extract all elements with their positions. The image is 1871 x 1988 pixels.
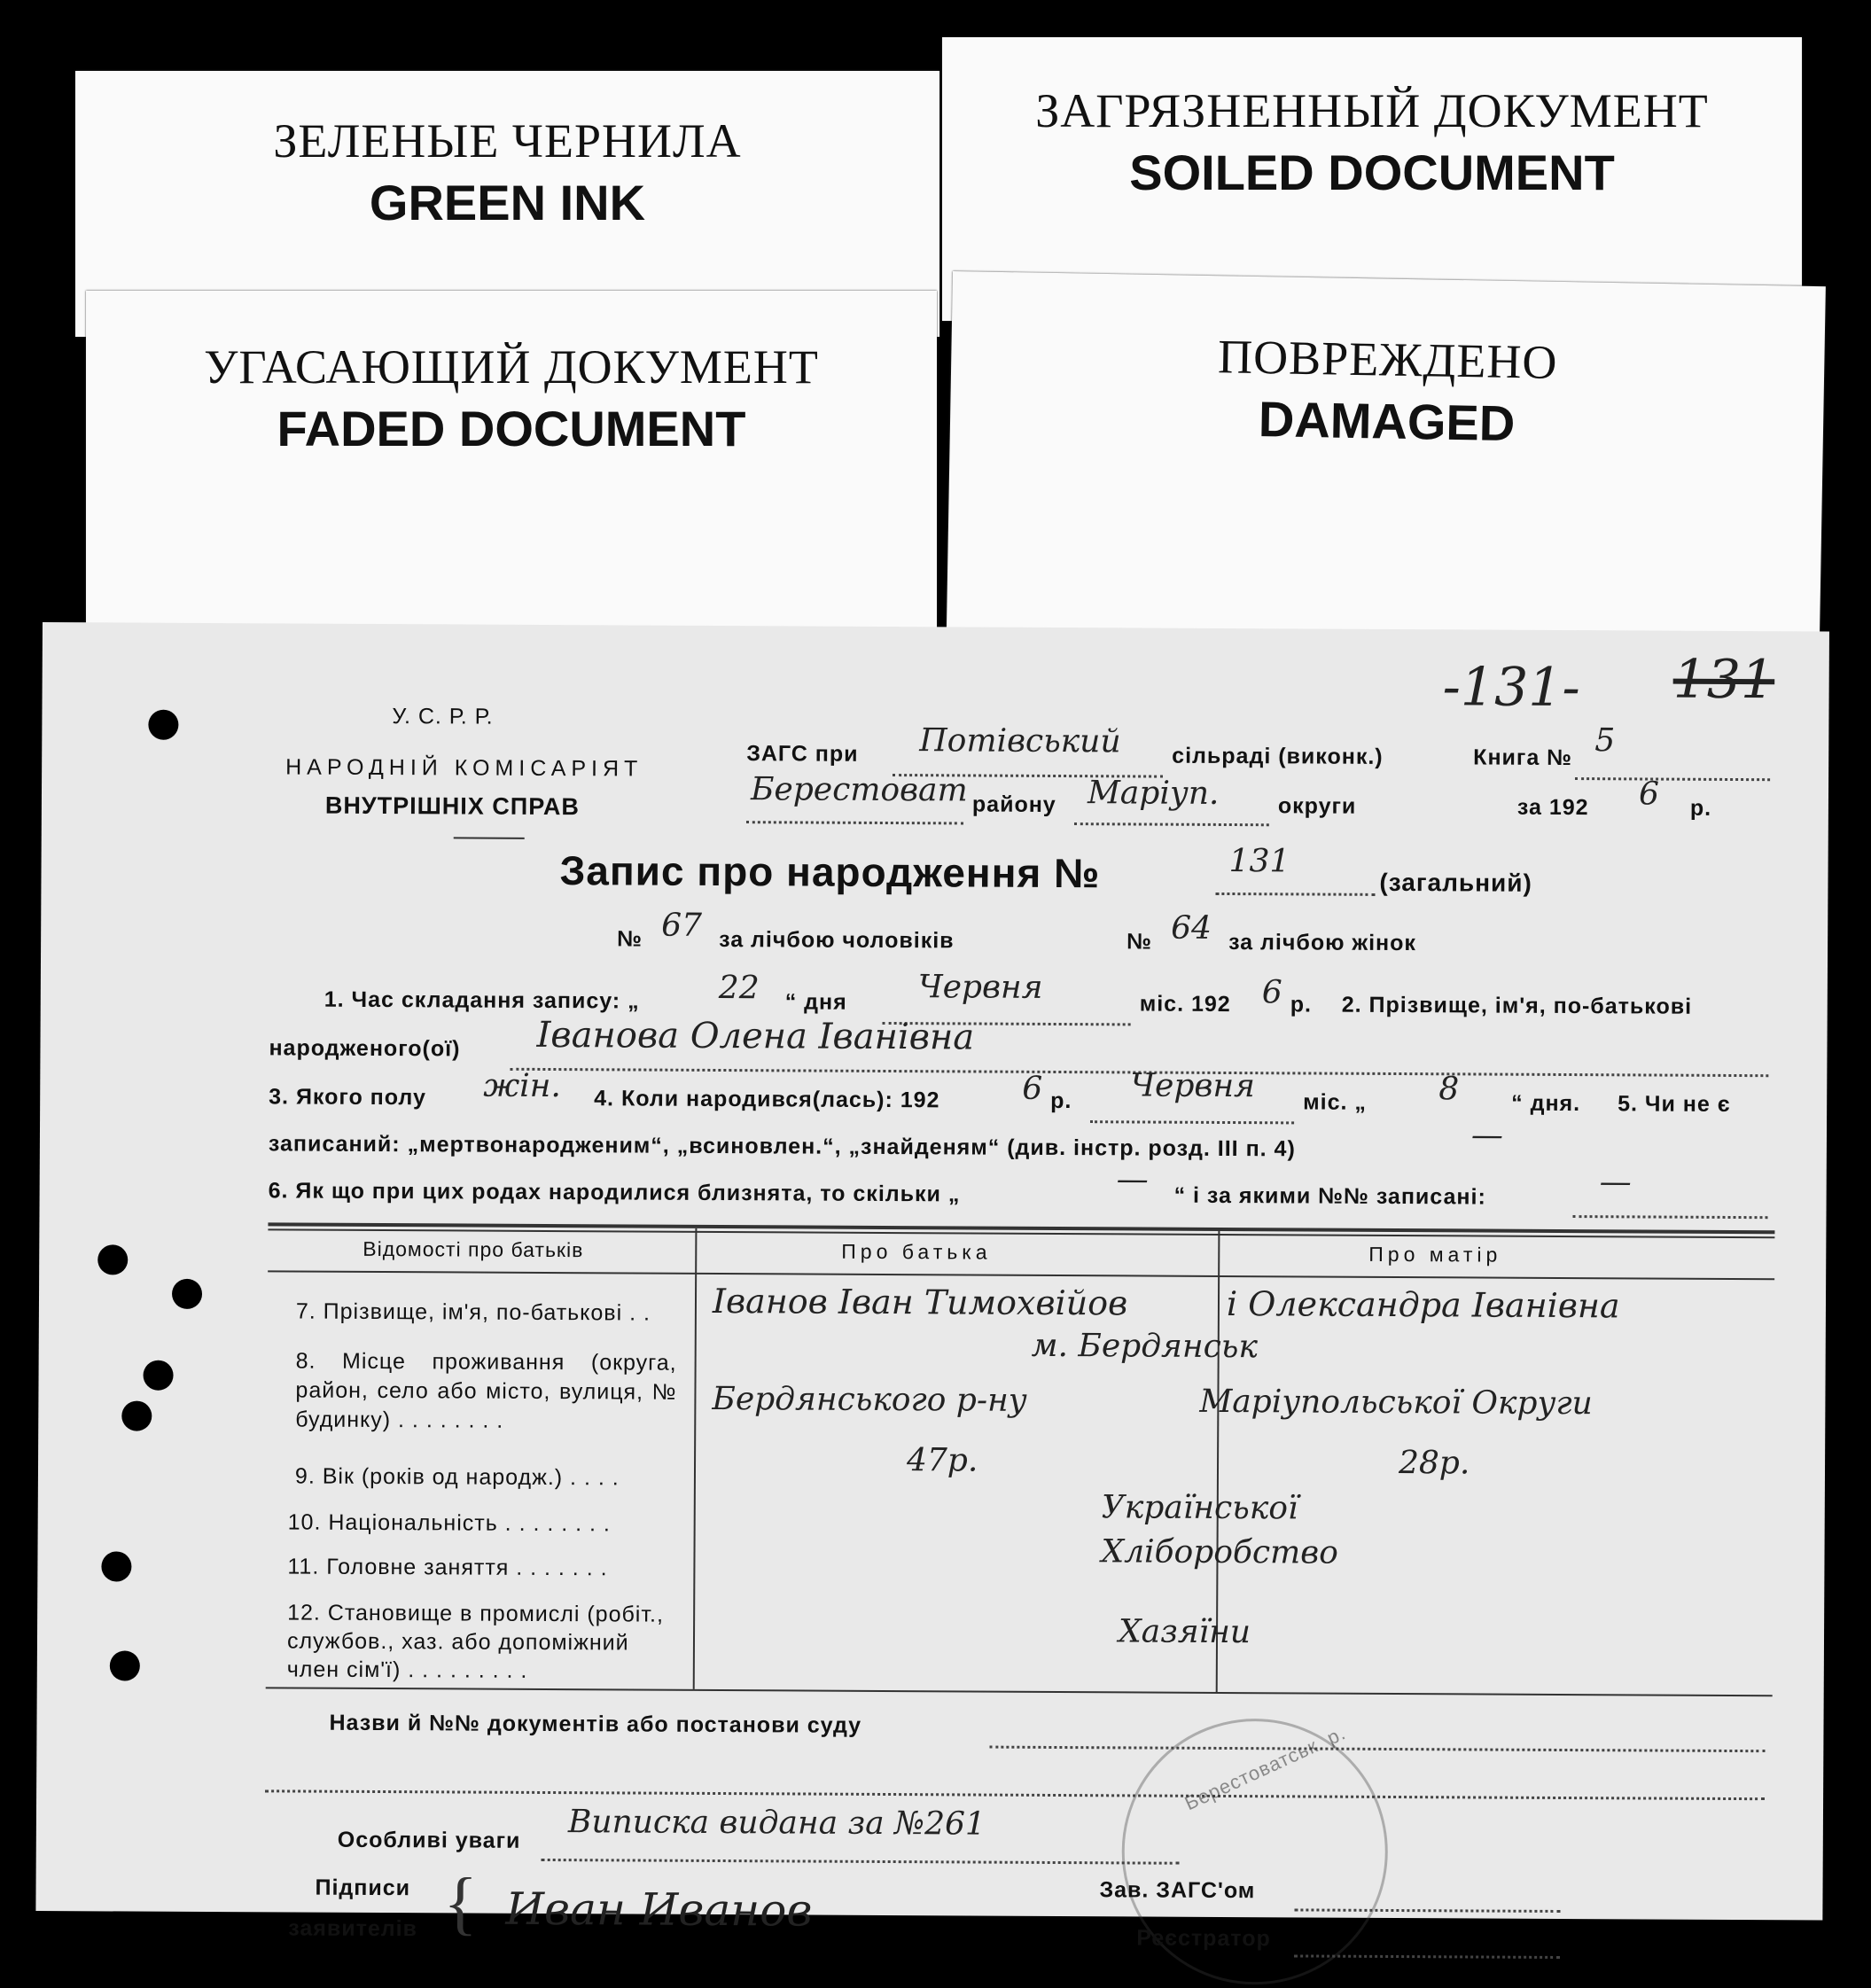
field-3-label: 3. Якого полу (269, 1084, 427, 1111)
birth-year-suffix: р. (1050, 1088, 1072, 1114)
binder-hole (97, 1244, 128, 1275)
book-line (1575, 777, 1770, 781)
binder-hole (101, 1551, 131, 1581)
field-2-label: 2. Прізвище, ім'я, по-батькові (1341, 992, 1693, 1019)
year-suffix: р. (1689, 795, 1712, 821)
registrar-label: Реєстратор (1136, 1925, 1271, 1952)
zags-label: ЗАГС при (746, 741, 859, 767)
commissariat-header: НАРОДНІЙ КОМІСАРІЯТ (285, 754, 643, 782)
women-count: 64 (1171, 909, 1212, 947)
field-1-year: 6 (1261, 974, 1282, 1011)
district-label: району (971, 791, 1056, 817)
binder-hole (172, 1279, 202, 1309)
green-ink-en: GREEN INK (369, 175, 646, 230)
district-value: Берестоват (750, 771, 968, 809)
year-label: за 192 (1516, 794, 1589, 821)
birth-year: 6 (1022, 1070, 1043, 1107)
notes-label: Особливі уваги (337, 1827, 521, 1853)
birth-month-line (1090, 1120, 1294, 1124)
green-ink-ru: ЗЕЛЕНЫЕ ЧЕРНИЛА (273, 114, 742, 168)
ussr-header: У. С. Р. Р. (392, 704, 494, 729)
table-header-father: Про батька (841, 1239, 992, 1264)
women-count-label: за лічбою жінок (1228, 930, 1417, 956)
book-label: Книга № (1473, 745, 1573, 771)
men-count: 67 (661, 907, 703, 944)
birth-record-document (35, 622, 1829, 1952)
zags-head-label: Зав. ЗАГС'ом (1099, 1877, 1256, 1904)
soiled-ru: ЗАГРЯЗНЕННЫЙ ДОКУМЕНТ (1035, 84, 1709, 137)
okrug-line (1074, 822, 1269, 826)
header-divider (454, 837, 525, 838)
notes-value: Виписка видана за №261 (567, 1804, 986, 1843)
residence-city: м. Бердянськ (1031, 1327, 1259, 1366)
table-divider-1 (693, 1228, 698, 1689)
field-5-continued: записаний: „мертвонародженим“, „всиновлен.“, „знайденям“ (див. інстр. розд. III п. 4) (268, 1131, 1296, 1162)
soiled-en: SOILED DOCUMENT (1129, 144, 1615, 200)
field-5-value: — (1470, 1117, 1504, 1154)
table-bottom-rule (266, 1687, 1773, 1696)
year-digit: 6 (1638, 776, 1660, 813)
documents-line-1 (989, 1746, 1765, 1753)
birth-month: Червня (1130, 1067, 1256, 1105)
row-12-label: 12. Становище в промислі (робіт., службов., хаз. або допоміжний член сім'ї) . . . . . . . . . (286, 1600, 665, 1683)
binder-hole (148, 710, 178, 740)
faded-ru: УГАСАЮЩИЙ ДОКУМЕНТ (204, 340, 819, 394)
twins-records: — (1599, 1164, 1632, 1201)
record-title: Запис про народження № (559, 847, 1101, 897)
damaged-label-card (947, 271, 1826, 650)
page-number-second: 131 (1672, 648, 1775, 712)
mother-name: і Олександра Іванівна (1226, 1284, 1620, 1326)
binder-hole (110, 1650, 140, 1680)
record-number-line (1215, 893, 1375, 896)
field-1-year-label: міс. 192 (1139, 991, 1231, 1017)
child-name: Іванова Олена Іванівна (536, 1014, 975, 1058)
birth-month-label: міс. „ (1303, 1089, 1368, 1115)
okrug-value: Маріуп. (1087, 775, 1220, 812)
district-line (746, 821, 963, 824)
field-1-label: 1. Час складання запису: „ (324, 986, 640, 1014)
men-no-sign: № (617, 926, 643, 952)
applicant-signature: Иван Иванов (505, 1883, 813, 1937)
field-1-month: Червня (917, 969, 1043, 1006)
men-count-label: за лічбою чоловіків (719, 927, 955, 954)
internal-affairs-header: ВНУТРІШНІХ СПРАВ (324, 791, 580, 821)
table-header-rule (268, 1270, 1774, 1280)
table-header-parents: Відомості про батьків (363, 1236, 584, 1262)
stamp-text: Берестоватськ. р. (1181, 1721, 1350, 1815)
row-11-label: 11. Головне заняття . . . . . . . (287, 1554, 608, 1581)
field-1-day-label: “ дня (784, 989, 847, 1015)
documents-line-2 (265, 1789, 1765, 1800)
field-6-continued: “ і за якими №№ записані: (1173, 1182, 1486, 1210)
council-label: сільраді (виконк.) (1172, 743, 1384, 769)
binder-hole (143, 1360, 173, 1391)
notes-line (542, 1859, 1180, 1865)
record-title-suffix: (загальний) (1379, 868, 1532, 897)
row-7-label: 7. Прізвище, ім'я, по-батькові . . (295, 1298, 651, 1326)
birth-day: 8 (1438, 1071, 1460, 1108)
village-value: Потівський (919, 722, 1121, 760)
twins-count: — (1116, 1161, 1149, 1198)
nationality: Української (1101, 1489, 1298, 1527)
signatures-bracket: { (443, 1864, 479, 1943)
sex-value: жін. (483, 1067, 561, 1105)
table-header-mother: Про матір (1368, 1242, 1502, 1267)
father-age: 47р. (906, 1442, 978, 1479)
women-no-sign: № (1126, 929, 1153, 955)
documents-label: Назви й №№ документів або постанови суду (329, 1710, 862, 1738)
field-1-year-suffix: р. (1290, 992, 1313, 1017)
row-9-label: 9. Вік (років од народж.) . . . . (294, 1463, 620, 1491)
field-1-day: 22 (718, 970, 760, 1007)
field-2-continued: народженого(ої) (269, 1035, 461, 1062)
damaged-en: DAMAGED (1258, 391, 1516, 452)
page-number-first: -131- (1442, 656, 1580, 720)
book-value: 5 (1594, 722, 1616, 760)
faded-document-label-card (86, 291, 937, 628)
father-residence: Бердянського р-ну (712, 1380, 1027, 1419)
mother-residence: Маріупольської Округи (1199, 1383, 1593, 1423)
signatures-label-2: заявителів (288, 1915, 418, 1942)
field-4-label: 4. Коли народився(лась): 192 (594, 1086, 940, 1113)
birth-day-label: “ дня. (1511, 1090, 1581, 1117)
record-number: 131 (1228, 843, 1290, 880)
binder-hole (121, 1400, 152, 1431)
mother-age: 28р. (1398, 1445, 1470, 1482)
damaged-ru: ПОВРЕЖДЕНО (1217, 330, 1558, 389)
industry-position: Хазяїни (1118, 1613, 1251, 1651)
row-8-label: 8. Місце проживання (округа, район, село або місто, вулиця, № будинку) . . . . . . . . (295, 1348, 677, 1433)
field-5-label: 5. Чи не є (1618, 1091, 1731, 1117)
faded-en: FADED DOCUMENT (277, 401, 746, 456)
row-10-label: 10. Національність . . . . . . . . (287, 1509, 611, 1537)
okrug-label: округи (1277, 793, 1357, 819)
field-6-label: 6. Як що при цих родах народилися близнята, то скільки „ (268, 1178, 961, 1207)
signatures-label-1: Підписи (315, 1875, 411, 1901)
father-name: Іванов Іван Тимохвійов (712, 1281, 1128, 1323)
occupation: Хліборобство (1101, 1533, 1338, 1571)
field-6-line (1573, 1215, 1768, 1219)
